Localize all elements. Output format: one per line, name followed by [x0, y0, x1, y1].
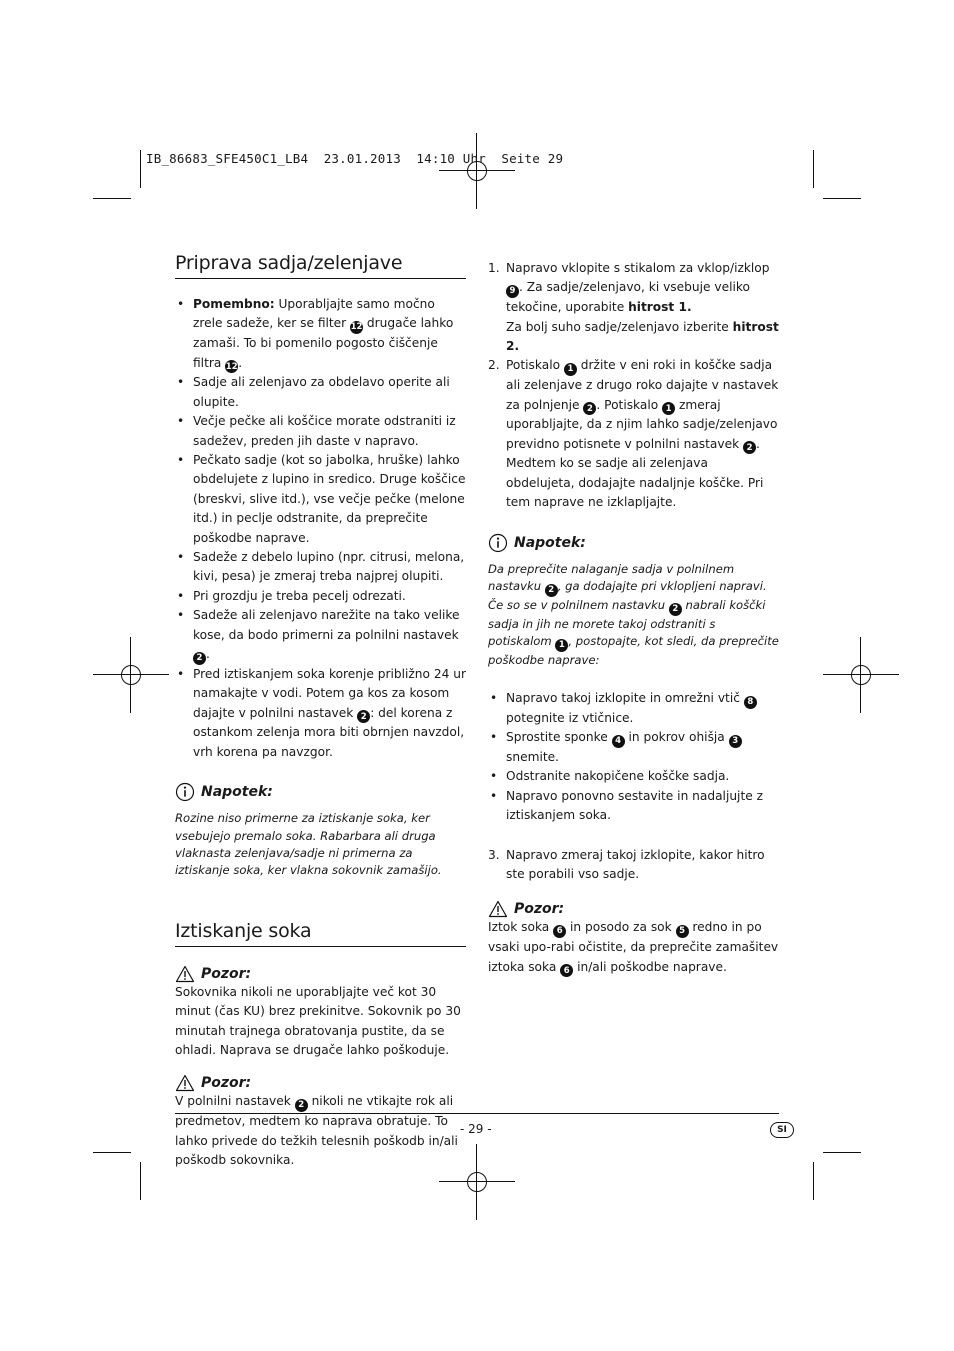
list-item: • Sprostite sponke 4 in pokrov ohišja 3 snemite. — [488, 728, 780, 767]
language-badge: SI — [770, 1122, 794, 1138]
list-item: • Odstranite nakopičene koščke sadja. — [488, 767, 780, 786]
caution-text: Iztok soka 6 in posodo za sok 5 redno in po vsaki upo-rabi očistite, da preprečite zamašitev iztoka soka 6 in/ali poškodbe naprave. — [488, 920, 779, 976]
caution-title: Pozor: — [514, 901, 565, 918]
print-slug: IB_86683_SFE450C1_LB4 23.01.2013 14:10 Uhr Seite 29 — [146, 151, 564, 166]
part-number-icon: 5 — [676, 925, 689, 938]
part-number-icon: 12 — [350, 322, 363, 333]
caution-text: Sokovnika nikoli ne uporabljajte več kot 30 minut (čas KU) brez prekinitve. Sokovnik po 30 minutah trajnega obratovanja pustite, da se ohladi. Naprava se drugače lahko poškoduje. — [175, 984, 461, 1057]
registration-mark — [439, 133, 515, 209]
caution-title: Pozor: — [201, 1075, 252, 1092]
part-number-icon: 4 — [612, 735, 625, 748]
part-number-icon: 3 — [729, 735, 742, 748]
step-number: 2. — [488, 358, 500, 373]
part-number-icon: 2 — [669, 603, 682, 616]
list-item: • Pečkato sadje (kot so jabolka, hruške) lahko obdelujete z lupino in sredico. Druge koščice (breskvi, slive itd.), vse večje pečke (melone itd.) in peclje odstranite, da preprečite poškodbe naprave. — [175, 451, 466, 548]
note-title: Napotek: — [201, 784, 273, 801]
bold-text: hitrost 2. — [506, 319, 779, 353]
list-item: • Napravo ponovno sestavite in nadaljujte z iztiskanjem soka. — [488, 787, 780, 826]
bullet-list — [488, 689, 780, 826]
part-number-icon: 2 — [545, 584, 558, 597]
step-number: 1. — [488, 261, 500, 275]
left-column — [175, 252, 466, 1170]
registration-mark — [93, 637, 169, 713]
part-number-icon: 1 — [662, 402, 675, 415]
part-number-icon: 12 — [225, 361, 238, 372]
list-item: • Sadeže z debelo lupino (npr. citrusi, melona, kivi, pesa) je zmeraj treba najprej olupiti. — [175, 548, 466, 587]
crop-mark — [140, 1162, 141, 1200]
note-heading — [488, 533, 780, 553]
warning-icon — [175, 965, 195, 983]
crop-mark — [93, 198, 131, 199]
part-number-icon: 1 — [564, 363, 577, 376]
right-column — [488, 259, 780, 977]
info-icon — [175, 782, 195, 802]
list-item: • Večje pečke ali koščice morate odstraniti iz sadežev, preden jih daste v napravo. — [175, 412, 466, 451]
caution-heading — [175, 1074, 466, 1092]
list-item: • Pomembno: Uporabljajte samo močno zrele sadeže, ker se filter 12 drugače lahko zamaši. To bi pomenilo pogosto čiščenje filtra 12. — [175, 295, 466, 373]
list-item: • Napravo takoj izklopite in omrežni vtič 8 potegnite iz vtičnice. — [488, 689, 780, 728]
bullet-list — [175, 295, 466, 762]
list-item: • Pred iztiskanjem soka korenje približno 24 ur namakajte v vodi. Potem ga kos za kosom dajajte v polnilni nastavek 2 : del korena z ostankom zelenja mora biti obrnjen navzdol, vrh korena pa navzgor. — [175, 665, 466, 762]
crop-mark — [93, 1152, 131, 1153]
part-number-icon: 9 — [506, 285, 519, 298]
crop-mark — [823, 198, 861, 199]
section-title: Priprava sadja/zelenjave — [175, 252, 466, 279]
crop-mark — [823, 1152, 861, 1153]
bold-text: hitrost 1. — [628, 300, 692, 315]
note-title: Napotek: — [514, 534, 586, 551]
list-item: 2. Potiskalo 1 držite v eni roki in koščke sadja ali zelenjave z drugo roko dajajte v nastavek za polnjenje 2 . Potiskalo 1 zmeraj uporabljajte, da z njim lahko sadje/zelenjavo previdno potisnete v polnilni nastavek 2 . Medtem ko se sadje ali zelenjava obdelujeta, dodajajte nadaljnje koščke. Pri tem naprave ne izklapljajte. — [488, 358, 779, 510]
note-heading — [175, 782, 466, 802]
list-item: 3. Napravo zmeraj takoj izklopite, kakor hitro ste porabili vso sadje. — [488, 847, 765, 882]
note-text: Rozine niso primerne za iztiskanje soka, ker vsebujejo premalo soka. Rabarbara ali druga vlaknasta zelenjava/sadje ni primerna za iztiskanje soka, ker vlakna sokovnik zamašijo. — [175, 811, 442, 878]
caution-heading — [488, 900, 780, 918]
caution-title: Pozor: — [201, 965, 252, 982]
part-number-icon: 2 — [295, 1099, 308, 1112]
part-number-icon: 2 — [357, 710, 370, 723]
caution-text: V polnilni nastavek 2 nikoli ne vtikajte rok ali predmetov, medtem ko naprava obratuje. To lahko privede do težkih telesnih poškodb in/ali poškodb sokovnika. — [175, 1094, 458, 1167]
page-number: - 29 - — [460, 1122, 492, 1136]
part-number-icon: 8 — [744, 696, 757, 709]
bold-label: Pomembno: — [193, 297, 275, 311]
part-number-icon: 1 — [555, 639, 568, 652]
info-icon — [488, 533, 508, 553]
crop-mark — [813, 1162, 814, 1200]
registration-mark — [823, 637, 899, 713]
note-text: Da preprečite nalaganje sadja v polnilnem nastavku 2 , ga dodajajte pri vklopljeni napravi. Če so se v polnilnem nastavku 2 nabrali koščki sadja in jih ne morete takoj odstraniti s potiskalom 1 , postopajte, kot sledi, da preprečite poškodbe naprave: — [488, 561, 779, 667]
list-item: • Pri grozdju je treba pecelj odrezati. — [175, 587, 466, 606]
part-number-icon: 2 — [193, 652, 206, 665]
crop-mark — [140, 150, 141, 188]
caution-heading — [175, 965, 466, 983]
list-item: 1. Napravo vklopite s stikalom za vklop/izklop 9 . Za sadje/zelenjavo, ki vsebuje veliko tekočine, uporabite hitrost 1. Za bolj suho sadje/zelenjavo izberite hitrost 2. — [488, 261, 779, 353]
crop-mark — [813, 150, 814, 188]
part-number-icon: 2 — [583, 402, 596, 415]
list-item: • Sadeže ali zelenjavo narežite na tako velike kose, da bodo primerni za polnilni nastavek 2 . — [175, 606, 466, 665]
part-number-icon: 2 — [743, 441, 756, 454]
section-title: Iztiskanje soka — [175, 920, 466, 947]
warning-icon — [175, 1074, 195, 1092]
list-item: • Sadje ali zelenjavo za obdelavo operite ali olupite. — [175, 373, 466, 412]
steps-list — [488, 259, 780, 513]
warning-icon — [488, 900, 508, 918]
steps-list — [488, 846, 780, 885]
part-number-icon: 6 — [560, 964, 573, 977]
footer-rule — [175, 1113, 779, 1114]
part-number-icon: 6 — [553, 925, 566, 938]
